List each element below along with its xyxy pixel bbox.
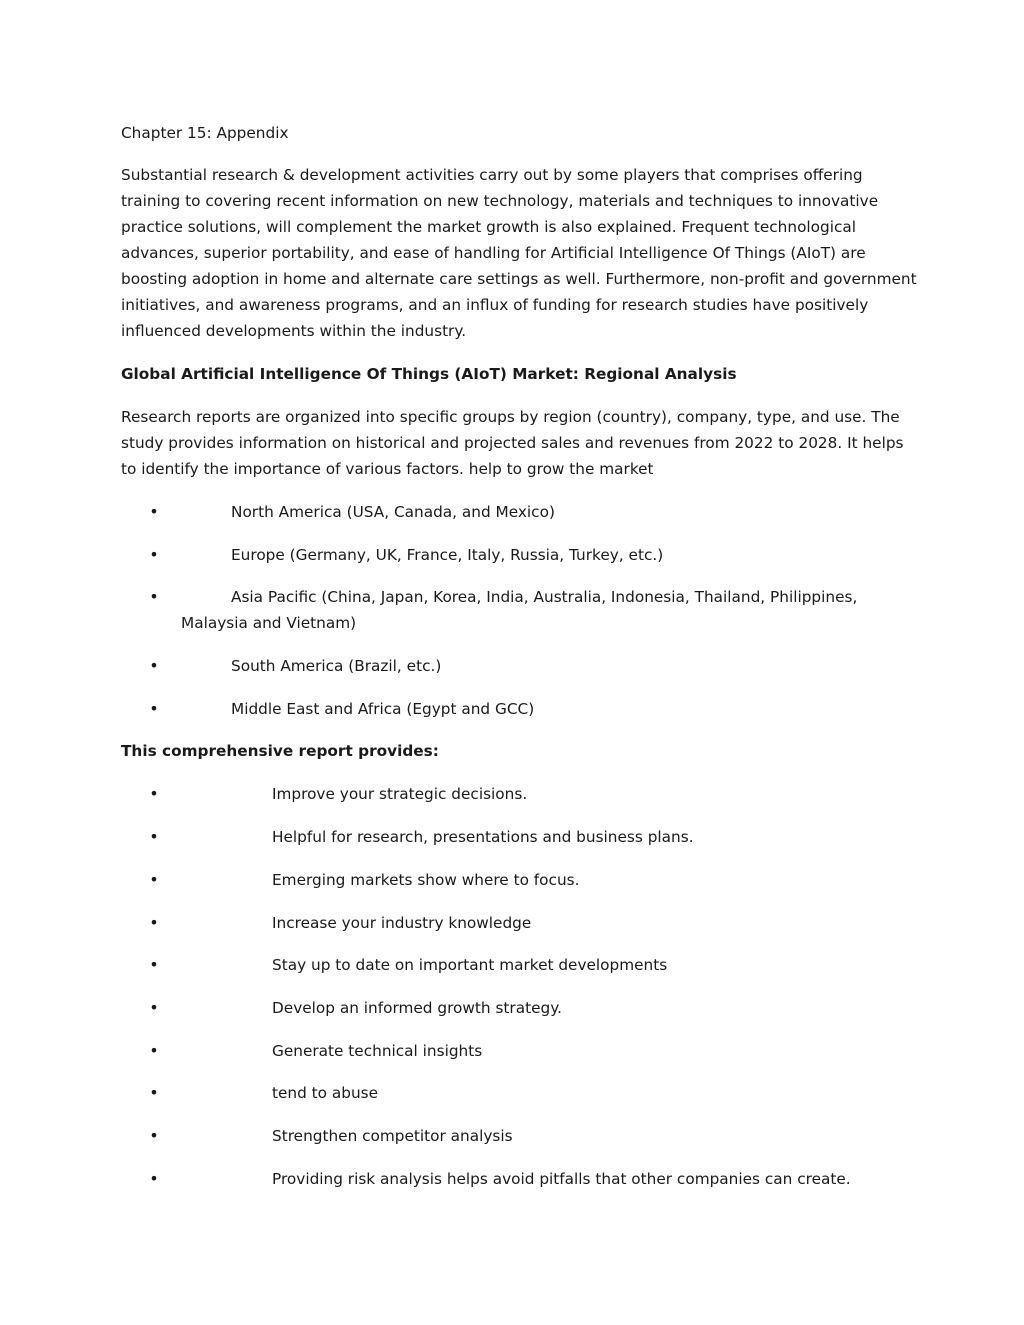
benefit-text: Generate technical insights <box>272 1041 483 1060</box>
bullet-icon: • <box>149 502 159 521</box>
list-item-region <box>121 653 921 679</box>
list-item-region <box>121 542 921 568</box>
region-text: Middle East and Africa (Egypt and GCC) <box>231 699 535 718</box>
chapter-title: Chapter 15: Appendix <box>121 124 289 142</box>
report-provides-heading: This comprehensive report provides: <box>121 742 439 761</box>
list-item-region <box>121 696 921 722</box>
bullet-icon: • <box>149 656 159 676</box>
list-item-region <box>121 499 921 525</box>
document-content <box>121 120 921 1208</box>
region-text: Asia Pacific (China, Japan, Korea, India, Australia, Indonesia, Thailand, Philippines, <box>231 588 858 607</box>
list-item-benefit <box>121 1166 921 1192</box>
benefit-text: Improve your strategic decisions. <box>272 785 528 804</box>
list-item-benefit <box>121 1038 921 1064</box>
list-item-benefit <box>121 910 921 936</box>
list-item-benefit <box>121 781 921 807</box>
list-item-benefit <box>121 867 921 893</box>
benefit-text: Stay up to date on important market developments <box>272 956 668 975</box>
list-item-region <box>121 584 921 636</box>
region-text: South America (Brazil, etc.) <box>231 657 442 676</box>
list-item-benefit <box>121 952 921 978</box>
regional-analysis-heading: Global Artificial Intelligence Of Things (AIoT) Market: Regional Analysis <box>121 365 737 383</box>
bullet-icon: • <box>149 1125 159 1145</box>
benefit-text: Develop an informed growth strategy. <box>272 998 562 1017</box>
region-text-continued: Malaysia and Vietnam) <box>181 614 357 633</box>
bullet-icon: • <box>149 1168 159 1188</box>
bullet-icon: • <box>149 827 159 847</box>
benefit-text: Strengthen competitor analysis <box>272 1126 513 1145</box>
list-item-benefit <box>121 1080 921 1106</box>
region-text: Europe (Germany, UK, France, Italy, Russia, Turkey, etc.) <box>231 545 664 564</box>
benefit-text: Increase your industry knowledge <box>272 913 532 932</box>
benefit-text: Providing risk analysis helps avoid pitfalls that other companies can create. <box>272 1169 851 1188</box>
list-item-benefit <box>121 824 921 850</box>
bullet-icon: • <box>149 997 159 1017</box>
benefit-text: Emerging markets show where to focus. <box>272 870 580 889</box>
list-item-benefit <box>121 995 921 1021</box>
benefits-list <box>121 781 921 1191</box>
benefit-text: tend to abuse <box>272 1084 379 1103</box>
region-text: North America (USA, Canada, and Mexico) <box>231 503 555 521</box>
bullet-icon: • <box>149 1040 159 1060</box>
regional-paragraph: Research reports are organized into specific groups by region (country), company, type, and use. The study provides information on historical and projected sales and revenues from 2022 to 2028. It helps to identify the importance of various factors. help to grow the market <box>121 408 904 478</box>
list-item-benefit <box>121 1123 921 1149</box>
regions-list <box>121 499 921 722</box>
benefit-text: Helpful for research, presentations and business plans. <box>272 828 694 847</box>
bullet-icon: • <box>149 912 159 932</box>
bullet-icon: • <box>149 784 159 804</box>
bullet-icon: • <box>149 544 159 564</box>
bullet-icon: • <box>149 955 159 975</box>
bullet-icon: • <box>149 587 159 607</box>
bullet-icon: • <box>149 869 159 889</box>
bullet-icon: • <box>149 698 159 718</box>
intro-paragraph: Substantial research & development activities carry out by some players that comprises offering training to covering recent information on new technology, materials and techniques to innovative practice solutions, will complement the market growth is also explained. Frequent technological advances, superior portability, and ease of handling for Artificial Intelligence Of Things (AIoT) are boosting adoption in home and alternate care settings as well. Furthermore, non-profit and government initiatives, and awareness programs, and an influx of funding for research studies have positively influenced developments within the industry. <box>121 166 917 340</box>
bullet-icon: • <box>149 1083 159 1103</box>
